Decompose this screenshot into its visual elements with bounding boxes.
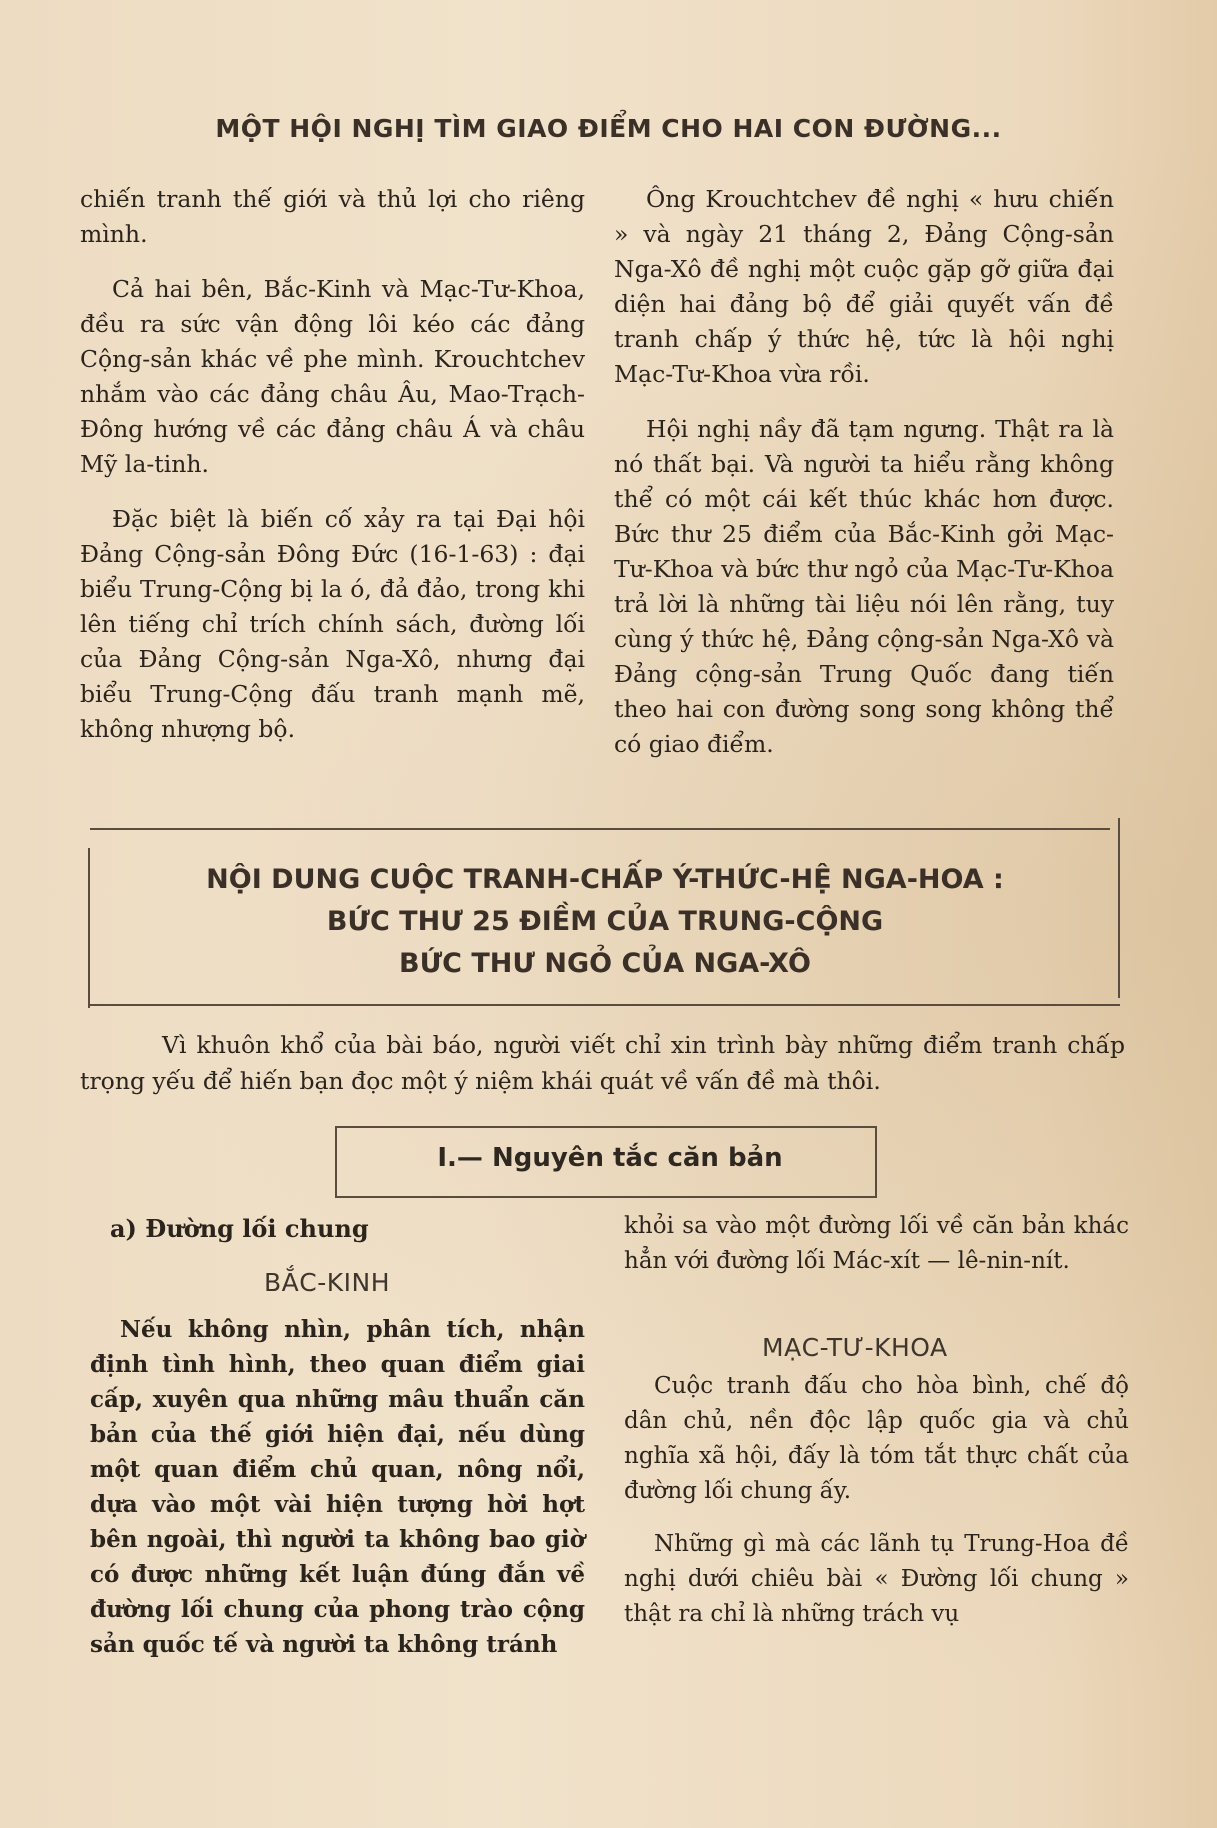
top-left-column xyxy=(80,182,585,767)
box-top-rule xyxy=(90,828,1110,830)
paragraph: Những gì mà các lãnh tụ Trung-Hoa đề nghị dưới chiêu bài « Đường lối chung » thật ra chỉ là những trách vụ xyxy=(624,1531,1129,1627)
box-title-line-2: BỨC THƯ 25 ĐIỀM CỦA TRUNG-CỘNG xyxy=(326,906,884,937)
paragraph: khỏi sa vào một đường lối về căn bản khác hẳn với đường lối Mác-xít — lê-nin-nít. xyxy=(624,1213,1129,1274)
paragraph: chiến tranh thế giới và thủ lợi cho riêng mình. xyxy=(80,185,585,248)
label-mac-tu-khoa: MẠC-TƯ-KHOA xyxy=(762,1333,948,1362)
section-box-bottom xyxy=(335,1196,877,1198)
top-right-column xyxy=(614,182,1114,782)
paragraph: Hội nghị nầy đã tạm ngưng. Thật ra là nó thất bại. Và người ta hiểu rằng không thể có một cái kết thúc khác hơn được. Bức thư 25 điểm của Bắc-Kinh gởi Mạc-Tư-Khoa và bức thư ngỏ của Mạc-Tư-Khoa trả lời là những tài liệu nói lên rằng, tuy cùng ý thức hệ, Đảng cộng-sản Nga-Xô và Đảng cộng-sản Trung Quốc đang tiến theo hai con đường song song không thể có giao điểm. xyxy=(614,415,1114,758)
box-title-line-3: BỨC THƯ NGỎ CỦA NGA-XÔ xyxy=(399,948,811,979)
running-head: MỘT HỘI NGHỊ TÌM GIAO ĐIỂM CHO HAI CON ĐƯỜNG... xyxy=(215,114,1002,143)
sub-heading: a) Đường lối chung xyxy=(110,1214,369,1243)
intro-paragraph xyxy=(80,1027,1125,1099)
paragraph: Nếu không nhìn, phân tích, nhận định tình hình, theo quan điểm giai cấp, xuyên qua những mâu thuẩn căn bản của thế giới hiện đại, nếu dùng một quan điểm chủ quan, nông nổi, dựa vào một vài hiện tượng hời hợt bên ngoài, thì người ta không bao giờ có được những kết luận đúng đắn về đường lối chung của phong trào cộng sản quốc tế và người ta không tránh xyxy=(90,1316,585,1658)
box-title-line-1: NỘI DUNG CUỘC TRANH-CHẤP Ý-THỨC-HỆ NGA-HOA : xyxy=(206,864,1004,895)
paragraph: Đặc biệt là biến cố xảy ra tại Đại hội Đảng Cộng-sản Đông Đức (16-1-63) : đại biểu Trung-Cộng bị la ó, đả đảo, trong khi lên tiếng chỉ trích chính sách, đường lối của Đảng Cộng-sản Nga-Xô, nhưng đại biểu Trung-Cộng đấu tranh mạnh mẽ, không nhượng bộ. xyxy=(80,505,585,743)
paragraph: Cả hai bên, Bắc-Kinh và Mạc-Tư-Khoa, đều ra sức vận động lôi kéo các đảng Cộng-sản khác về phe mình. Krouchtchev nhắm vào các đảng châu Âu, Mao-Trạch-Đông hướng về các đảng châu Á và châu Mỹ la-tinh. xyxy=(80,275,585,478)
bottom-left-column xyxy=(90,1312,585,1662)
paragraph: Ông Krouchtchev đề nghị « hưu chiến » và ngày 21 tháng 2, Đảng Cộng-sản Nga-Xô đề nghị một cuộc gặp gỡ giữa đại diện hai đảng bộ để giải quyết vấn đề tranh chấp ý thức hệ, tức là hội nghị Mạc-Tư-Khoa vừa rồi. xyxy=(614,185,1114,388)
bottom-right-column xyxy=(624,1209,1129,1650)
intro-text: Vì khuôn khổ của bài báo, người viết chỉ xin trình bày những điểm tranh chấp trọng yếu để hiến bạn đọc một ý niệm khái quát về vấn đề mà thôi. xyxy=(80,1031,1125,1095)
label-bac-kinh: BẮC-KINH xyxy=(264,1268,390,1297)
section-box-left xyxy=(335,1126,337,1198)
paragraph: Cuộc tranh đấu cho hòa bình, chế độ dân chủ, nền độc lập quốc gia và chủ nghĩa xã hội, đấy là tóm tắt thực chất của đường lối chung ấy. xyxy=(624,1373,1129,1504)
section-heading: I.— Nguyên tắc căn bản xyxy=(437,1143,783,1173)
box-bottom-rule xyxy=(90,1004,1120,1006)
section-box-top xyxy=(335,1126,875,1128)
